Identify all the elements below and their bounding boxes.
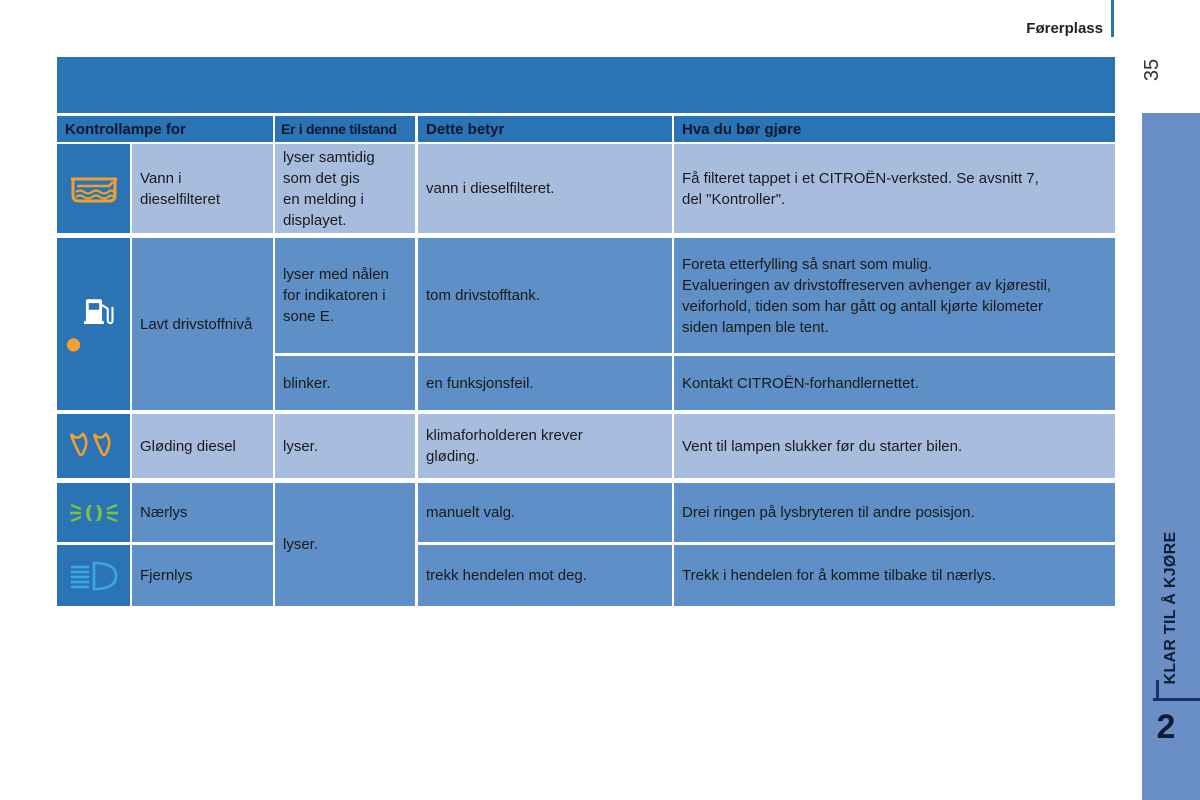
glow-lamp-action: Vent til lampen slukker før du starter bilen. [674, 414, 1115, 478]
chapter-number: 2 [1156, 708, 1176, 746]
glow-lamp-icon-cell [57, 414, 130, 478]
glow-plug-icon [67, 429, 121, 463]
low-beam-action: Drei ringen på lysbryteren til andre posisjon. [674, 483, 1115, 542]
low-beam-meaning: manuelt valg. [418, 483, 672, 542]
fuel-lamp-action-flashing: Kontakt CITROËN-forhandlernettet. [674, 356, 1115, 410]
high-beam-action: Trekk i hendelen for å komme tilbake til nærlys. [674, 545, 1115, 606]
high-beam-meaning: trekk hendelen mot deg. [418, 545, 672, 606]
high-beam-label: Fjernlys [132, 545, 273, 606]
table-banner [57, 57, 1115, 113]
water-lamp-state: lyser samtidig som det gis en melding i displayet. [275, 144, 415, 233]
high-beam-icon [68, 560, 120, 592]
column-header-lamp: Kontrollampe for [57, 116, 273, 142]
lights-state: lyser. [275, 483, 415, 606]
fuel-lamp-meaning-flashing: en funksjonsfeil. [418, 356, 672, 410]
column-header-meaning: Dette betyr [418, 116, 672, 142]
high-beam-icon-cell [57, 545, 130, 606]
fuel-lamp-state-flashing: blinker. [275, 356, 415, 410]
glow-lamp-state: lyser. [275, 414, 415, 478]
column-header-state: Er i denne tilstand [275, 116, 415, 142]
column-header-action: Hva du bør gjøre [674, 116, 1115, 142]
fuel-lamp-icon-cell [57, 238, 130, 410]
page-number: 35 [1141, 58, 1163, 82]
fuel-pump-icon [65, 292, 122, 356]
fuel-lamp-meaning-lit: tom drivstofftank. [418, 238, 672, 353]
fuel-lamp-label: Lavt drivstoffnivå [132, 238, 273, 410]
glow-lamp-label: Gløding diesel [132, 414, 273, 478]
header-rule [1111, 0, 1114, 37]
chapter-title: KLAR TIL Å KJØRE [1162, 531, 1179, 685]
low-beam-label: Nærlys [132, 483, 273, 542]
low-beam-icon-cell [57, 483, 130, 542]
water-in-fuel-icon [69, 170, 119, 208]
section-title: Førerplass [1026, 20, 1103, 37]
water-lamp-label: Vann i dieselfilteret [132, 144, 273, 233]
water-lamp-action: Få filteret tappet i et CITROËN-verksted. Se avsnitt 7, del "Kontroller". [674, 144, 1115, 233]
fuel-lamp-action-lit: Foreta etterfylling så snart som mulig. Evalueringen av drivstoffreserven avhenger av kjørestil, veiforhold, tiden som har gått og antall kjørte kilometer siden lampen ble tent. [674, 238, 1115, 353]
water-lamp-meaning: vann i dieselfilteret. [418, 144, 672, 233]
water-lamp-icon-cell [57, 144, 130, 233]
chapter-marker-line [1156, 680, 1159, 698]
low-beam-icon [68, 497, 120, 529]
fuel-lamp-state-lit: lyser med nålen for indikatoren i sone E. [275, 238, 415, 353]
glow-lamp-meaning: klimaforholderen krever gløding. [418, 414, 672, 478]
chapter-rule [1153, 698, 1200, 701]
